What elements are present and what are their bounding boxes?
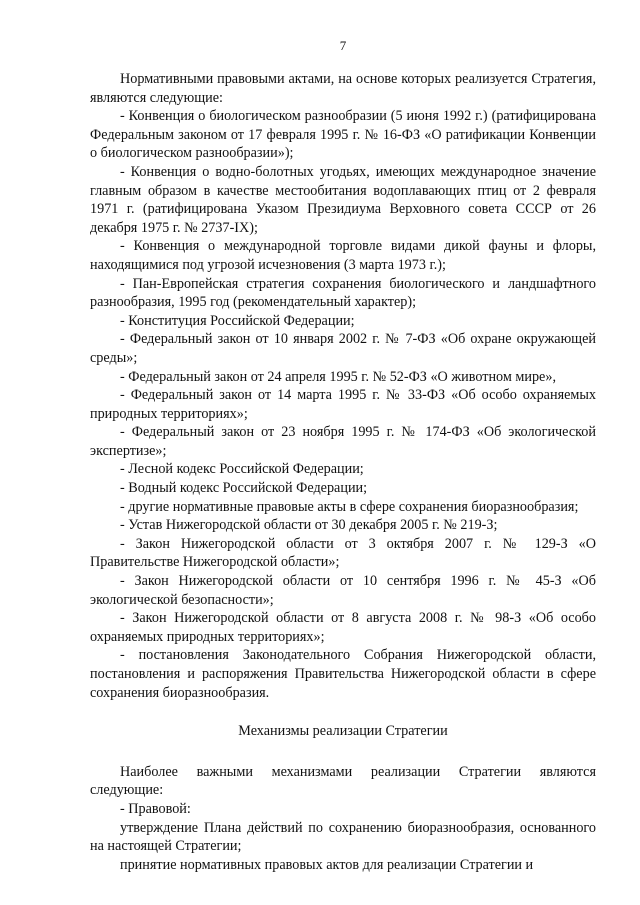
legal-act-item: - Конституция Российской Федерации; [120,312,355,329]
legal-act-item: - Федеральный закон от 24 апреля 1995 г. № 52-ФЗ «О животном мире», [120,368,556,385]
legal-act-item: - Закон Нижегородской области от 10 сентября 1996 г. № 45-З «Об экологической безопасности»; [90,573,596,608]
page-number: 7 [339,38,347,53]
legal-act-item: - Федеральный закон от 10 января 2002 г. № 7-ФЗ «Об охране окружающей среды»; [90,331,596,366]
legal-act-item: - Конвенция о водно-болотных угодьях, имеющих международное значение главным образом в качестве местообитания водоплавающих птиц от 2 февраля 1971 г. (ратифицирована Указом Президиума Верховного совета СССР от 26 декабря 1975 г. № 2737-IX); [90,163,596,236]
legal-act-item: - Водный кодекс Российской Федерации; [120,480,368,497]
mechanism-item: принятие нормативных правовых актов для реализации Стратегии и [120,856,534,873]
legal-act-item: - Закон Нижегородской области от 8 августа 2008 г. № 98-З «Об особо охраняемых природных территориях»; [90,610,596,645]
section-heading: Механизмы реализации Стратегии [238,723,448,740]
legal-act-item: - Лесной кодекс Российской Федерации; [120,461,364,478]
intro-paragraph: Нормативными правовыми актами, на основе которых реализуется Стратегия, являются следующие: [90,71,596,106]
mechanism-item: - Правовой: [120,800,191,817]
mechanisms-intro: Наиболее важными механизмами реализации Стратегии являются следующие: [90,763,596,799]
legal-act-item: - Федеральный закон от 14 марта 1995 г. № 33-ФЗ «Об особо охраняемых природных территориях»; [90,387,596,422]
legal-act-item: - Конвенция о биологическом разнообразии (5 июня 1992 г.) (ратифицирована Федеральным законом от 17 февраля 1995 г. № 16-ФЗ «О ратификации Конвенции о биологическом разнообразии»); [90,108,596,162]
legal-act-item: - Федеральный закон от 23 ноября 1995 г. № 174-ФЗ «Об экологической экспертизе»; [90,424,596,459]
mechanism-item: утверждение Плана действий по сохранению биоразнообразия, основанного на настоящей Стратегии; [90,819,596,855]
document-page [90,38,596,874]
legal-act-item: - Устав Нижегородской области от 30 декабря 2005 г. № 219-З; [120,517,498,534]
legal-act-item: - постановления Законодательного Собрания Нижегородской области, постановления и распоряжения Правительства Нижегородской области в сфере сохранения биоразнообразия. [90,647,596,701]
legal-act-item: - Конвенция о международной торговле видами дикой фауны и флоры, находящимися под угрозой исчезновения (3 марта 1973 г.); [90,238,596,273]
legal-act-item: - Закон Нижегородской области от 3 октября 2007 г. № 129-З «О Правительстве Нижегородской области»; [90,535,596,571]
legal-act-item: - Пан-Европейская стратегия сохранения биологического и ландшафтного разнообразия, 1995 год (рекомендательный характер); [90,275,596,311]
legal-act-item: - другие нормативные правовые акты в сфере сохранения биоразнообразия; [120,498,579,515]
